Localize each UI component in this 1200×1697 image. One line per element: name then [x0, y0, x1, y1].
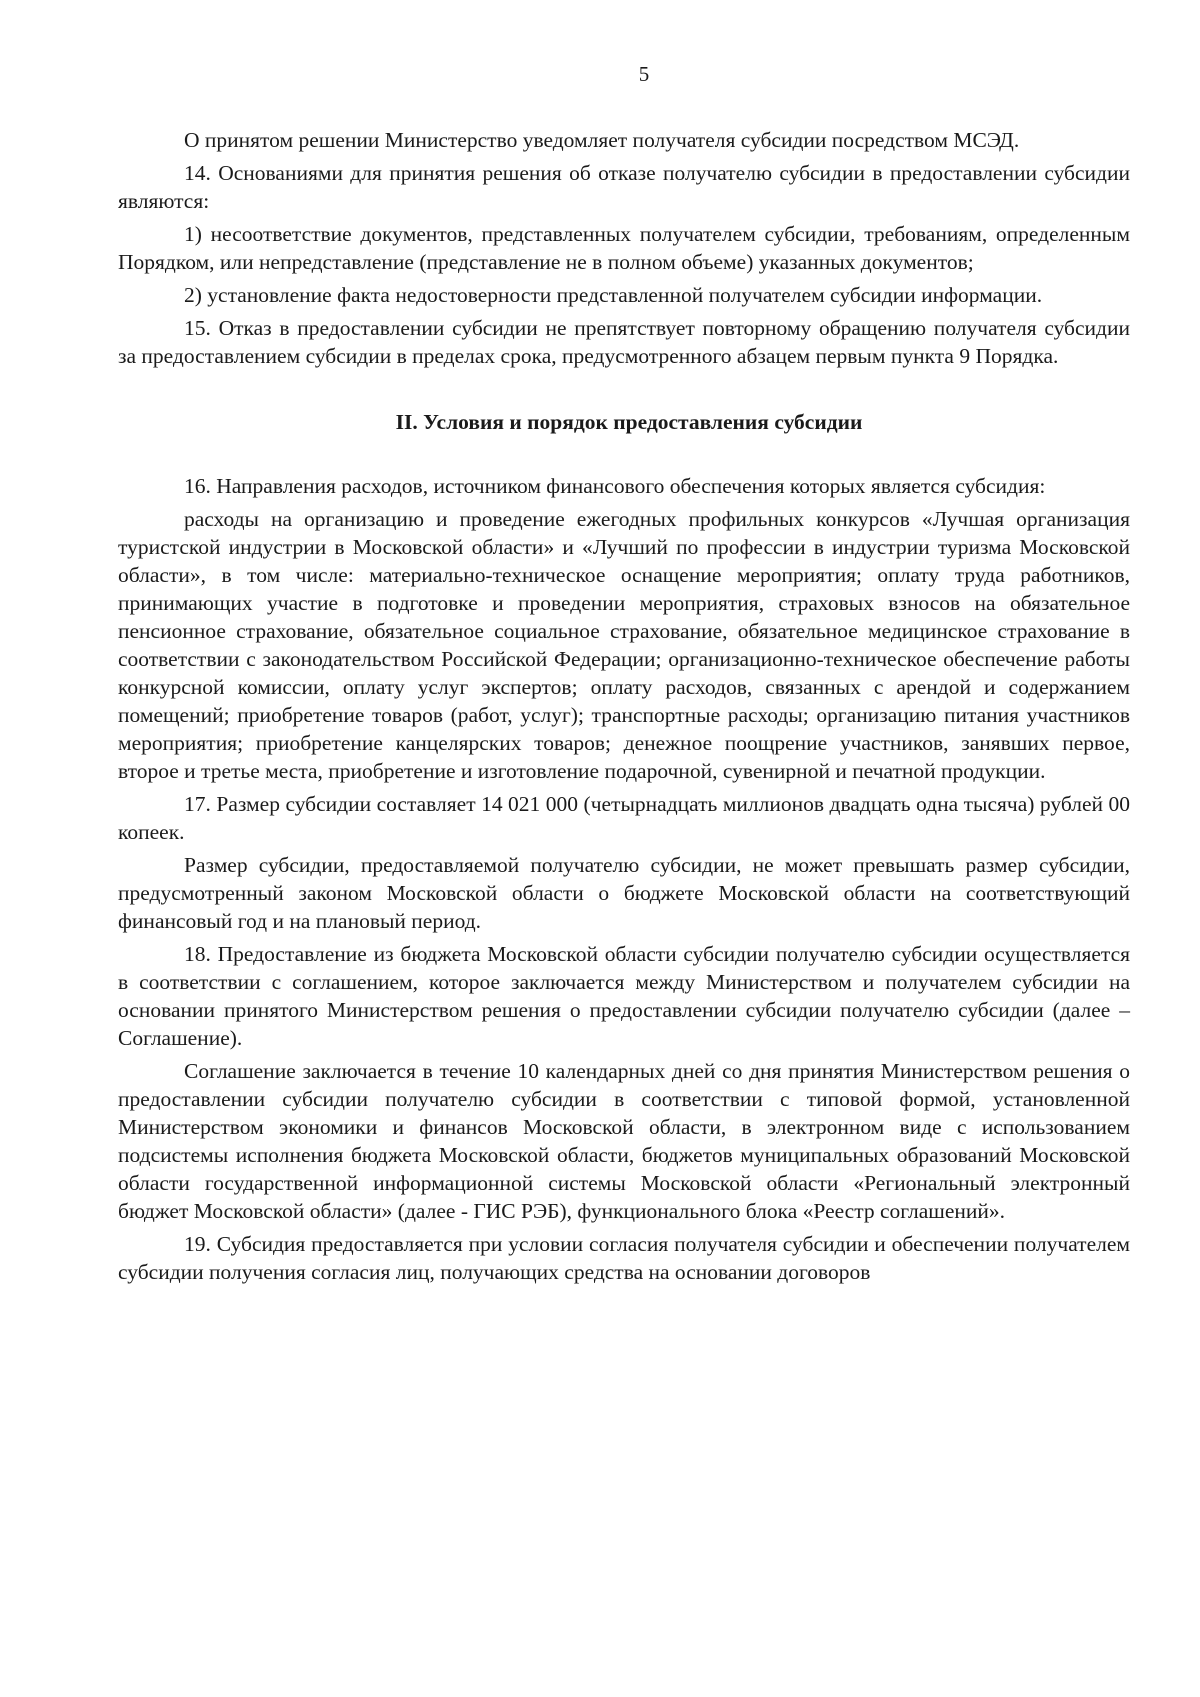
paragraph: 17. Размер субсидии составляет 14 021 000 (четырнадцать миллионов двадцать одна тысяча) рублей 00 копеек. [118, 792, 1130, 844]
paragraph: 15. Отказ в предоставлении субсидии не препятствует повторному обращению получателя субсидии за предоставлением субсидии в пределах срока, предусмотренного абзацем первым пункта 9 Порядка. [118, 316, 1130, 368]
paragraph: 19. Субсидия предоставляется при условии согласия получателя субсидии и обеспечении получателем субсидии получения согласия лиц, получающих средства на основании договоров [118, 1232, 1130, 1284]
paragraph: О принятом решении Министерство уведомляет получателя субсидии посредством МСЭД. [184, 128, 1020, 152]
paragraph: Размер субсидии, предоставляемой получателю субсидии, не может превышать размер субсидии, предусмотренный законом Московской области о бюджете Московской области на соответствующий финансовый год и на плановый период. [118, 853, 1130, 933]
page-number: 5 [638, 62, 650, 86]
paragraph: 16. Направления расходов, источником финансового обеспечения которых является субсидия: [184, 474, 1046, 498]
section-heading: II. Условия и порядок предоставления субсидии [395, 410, 863, 434]
paragraph: 14. Основаниями для принятия решения об отказе получателю субсидии в предоставлении субсидии являются: [118, 161, 1130, 213]
paragraph: 2) установление факта недостоверности представленной получателем субсидии информации. [184, 283, 1043, 307]
paragraph: 18. Предоставление из бюджета Московской области субсидии получателю субсидии осуществляется в соответствии с соглашением, которое заключается между Министерством и получателем субсидии на основании принятого Министерством решения о предоставлении субсидии получателю субсидии (далее – Соглашение). [118, 942, 1130, 1050]
paragraph: 1) несоответствие документов, представленных получателем субсидии, требованиям, определенным Порядком, или непредставление (представление не в полном объеме) указанных документов; [118, 222, 1130, 274]
paragraph: расходы на организацию и проведение ежегодных профильных конкурсов «Лучшая организация туристской индустрии в Московской области» и «Лучший по профессии в индустрии туризма Московской области», в том числе: материально-техническое оснащение мероприятия; оплату труда работников, принимающих участие в подготовке и проведении мероприятия, страховых взносов на обязательное пенсионное страхование, обязательное социальное страхование, обязательное медицинское страхование в соответствии с законодательством Российской Федерации; организационно-техническое обеспечение работы конкурсной комиссии, оплату услуг экспертов; оплату расходов, связанных с арендой и содержанием помещений; приобретение товаров (работ, услуг); транспортные расходы; организацию питания участников мероприятия; приобретение канцелярских товаров; денежное поощрение участников, занявших первое, второе и третье места, приобретение и изготовление подарочной, сувенирной и печатной продукции. [118, 507, 1130, 783]
paragraph: Соглашение заключается в течение 10 календарных дней со дня принятия Министерством решения о предоставлении субсидии получателю субсидии в соответствии с типовой формой, установленной Министерством экономики и финансов Московской области, в электронном виде с использованием подсистемы исполнения бюджета Московской области, бюджетов муниципальных образований Московской области государственной информационной системы Московской области «Региональный электронный бюджет Московской области» (далее - ГИС РЭБ), функционального блока «Реестр соглашений». [118, 1059, 1130, 1223]
